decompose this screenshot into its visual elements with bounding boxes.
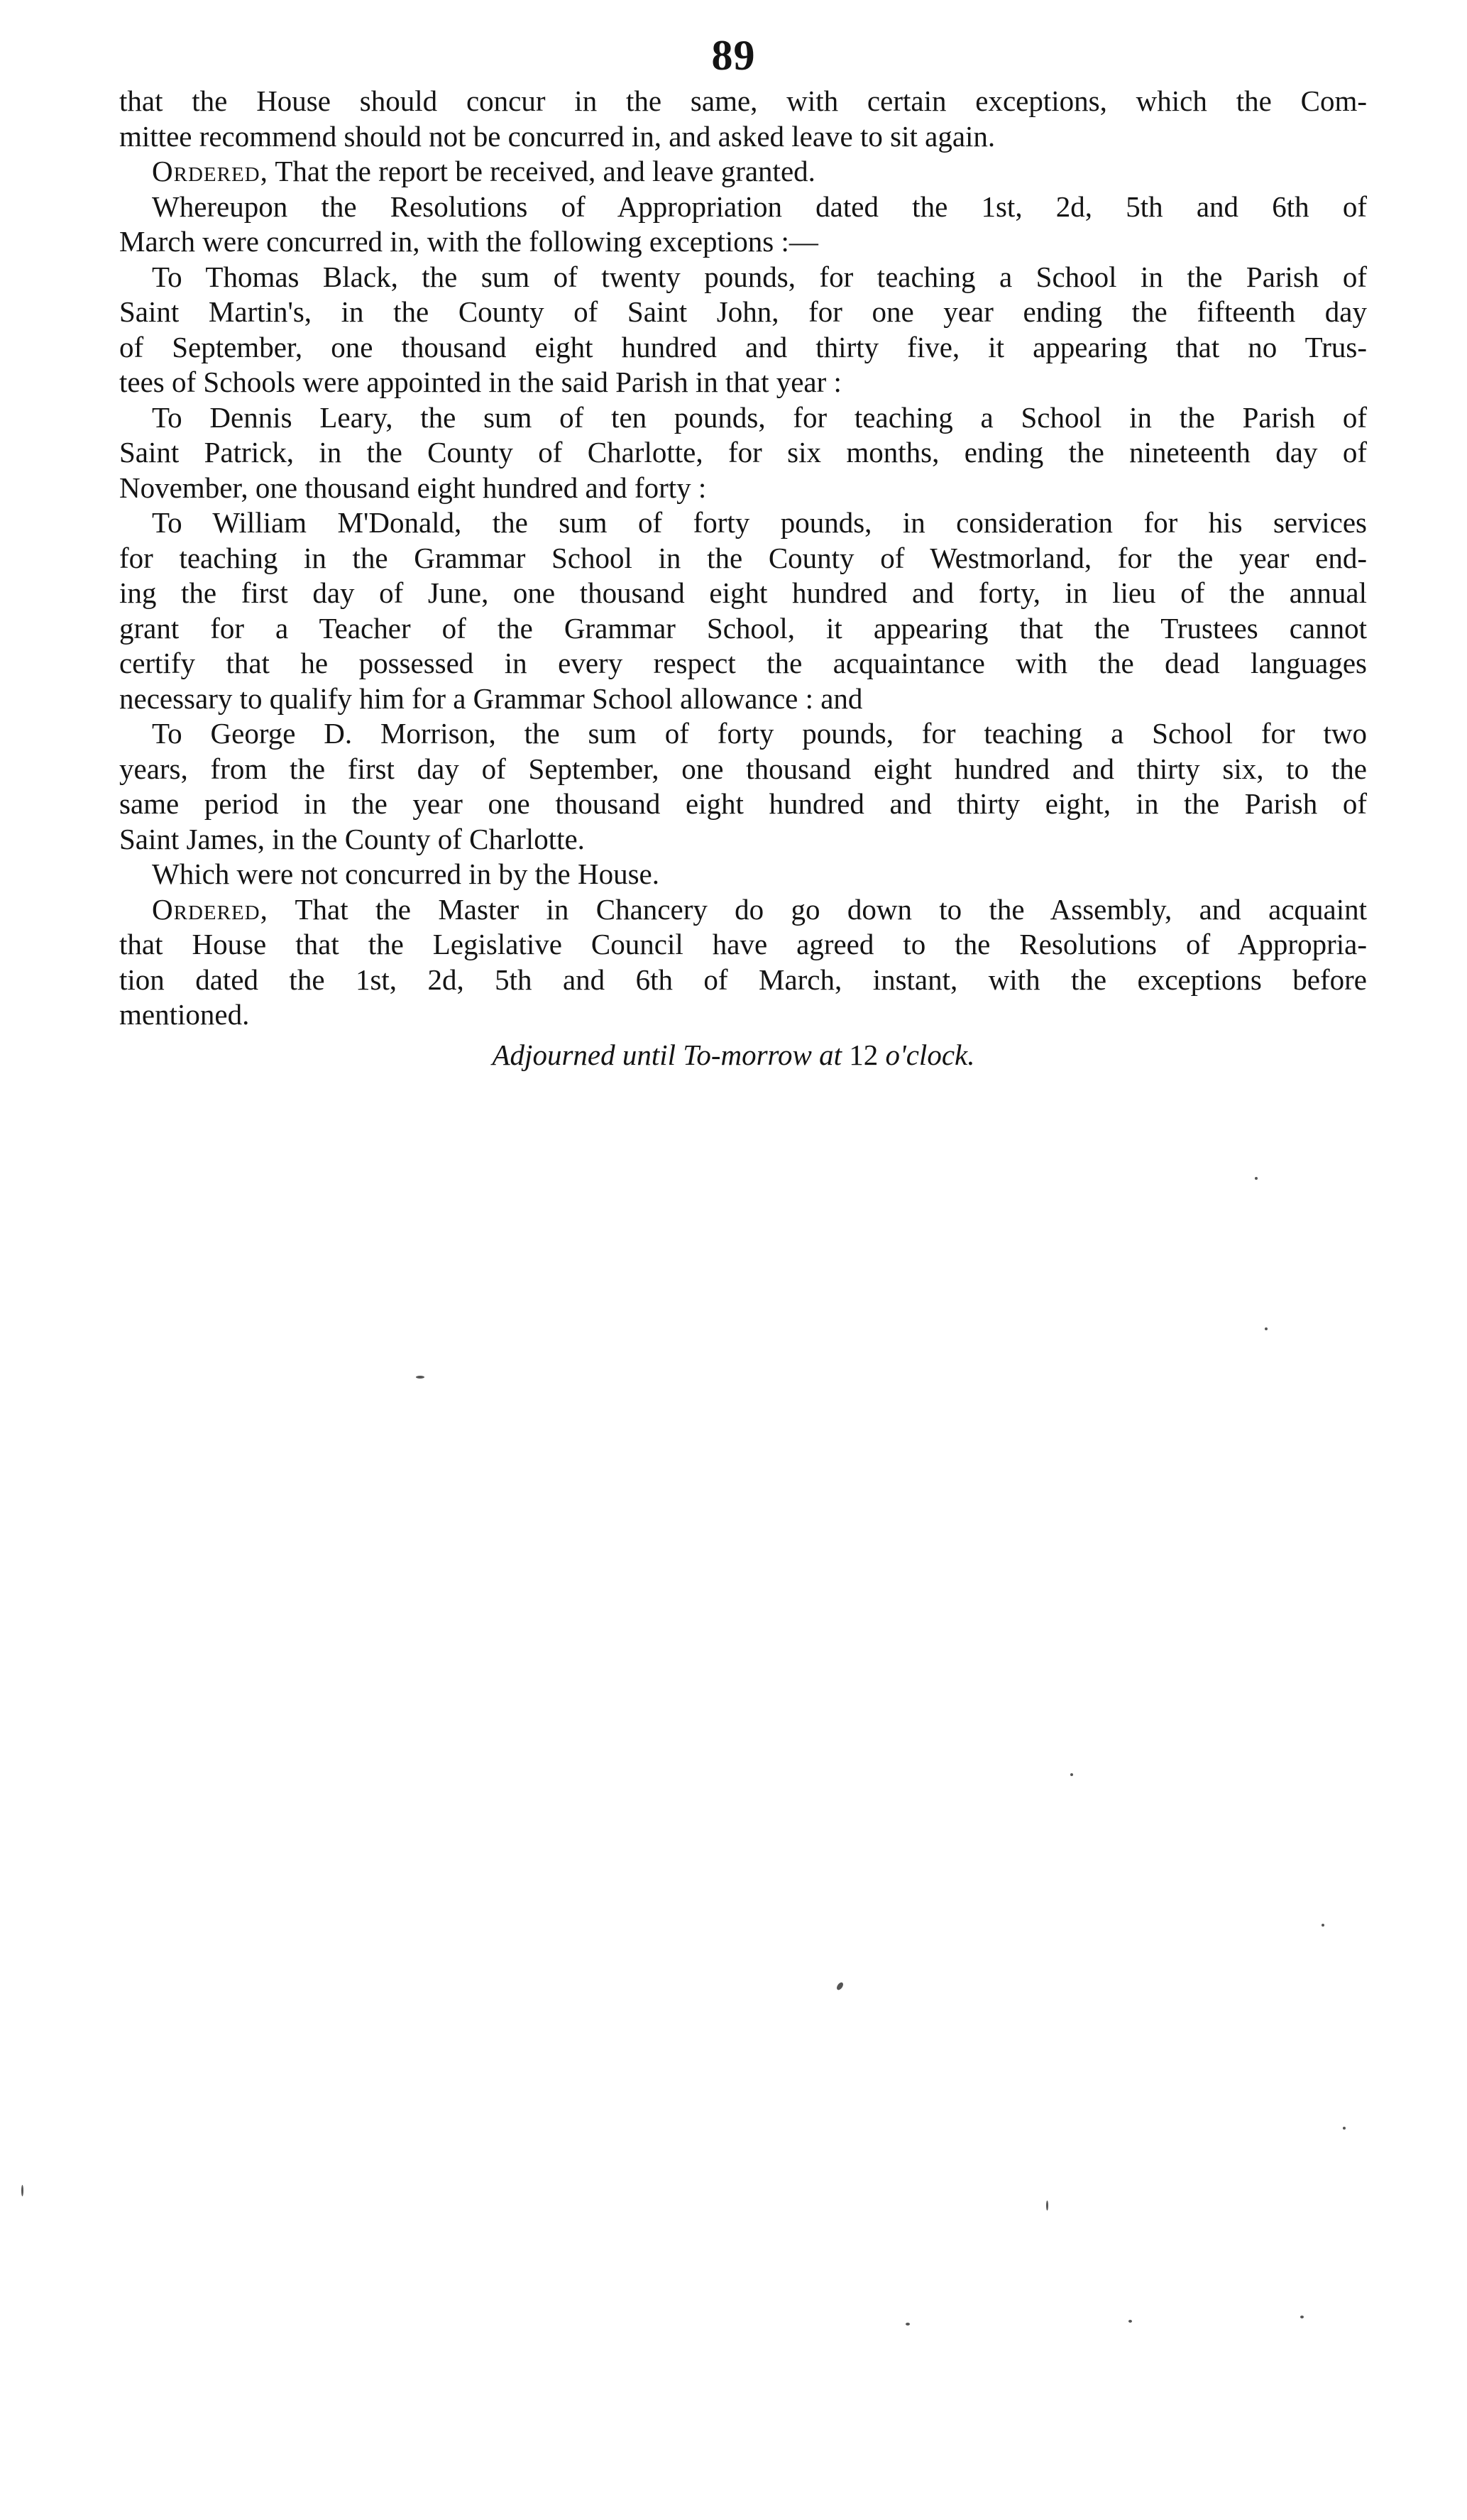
- page-number: 89: [711, 32, 756, 79]
- paragraph-not-concurred: [119, 857, 1367, 892]
- text-line: same period in the year one thousand eight hundred and thirty eight, in the Parish of: [119, 787, 1367, 820]
- scan-speck: [835, 1981, 845, 1991]
- scan-speck: [1070, 1773, 1073, 1776]
- scan-speck: [1255, 1177, 1258, 1180]
- ordered-label: Ordered,: [152, 155, 268, 187]
- text-line: mentioned.: [119, 998, 250, 1031]
- scan-speck: [1343, 2127, 1346, 2130]
- text-line: mittee recommend should not be concurred in, and asked leave to sit again.: [119, 119, 996, 153]
- text-line: ing the first day of June, one thousand eight hundred and forty, in lieu of the annual: [119, 576, 1367, 609]
- text-line: Saint Patrick, in the County of Charlotte, for six months, ending the nineteenth day of: [119, 436, 1367, 469]
- adjournment-line: [0, 1038, 1467, 1072]
- paragraph-william-mdonald: [119, 505, 1367, 716]
- text-line: necessary to qualify him for a Grammar School allowance : and: [119, 681, 863, 715]
- text-line: tees of Schools were appointed in the said Parish in that year :: [119, 366, 842, 398]
- text-line: To George D. Morrison, the sum of forty pounds, for teaching a School for two: [152, 717, 1367, 750]
- text-line: Saint James, in the County of Charlotte.: [119, 822, 585, 855]
- text-line: Which were not concurred in by the House.: [152, 858, 659, 890]
- scan-speck: [1300, 2316, 1304, 2318]
- text-run: That the Master in Chancery do go down to the Assembly, and acquaint: [295, 892, 1367, 926]
- text-line: [119, 154, 1367, 190]
- text-line: years, from the first day of September, one thousand eight hundred and thirty six, to the: [119, 752, 1367, 785]
- paragraph-george-morrison: [119, 716, 1367, 857]
- paragraph-dennis-leary: [119, 400, 1367, 506]
- paragraph-ordered-master: [119, 892, 1367, 1033]
- text-line: To Dennis Leary, the sum of ten pounds, for teaching a School in the Parish of: [152, 400, 1367, 434]
- text-line: [119, 892, 1367, 928]
- text-line: tion dated the 1st, 2d, 5th and 6th of March, instant, with the exceptions before: [119, 963, 1367, 996]
- paragraph-ordered-report: [119, 154, 1367, 190]
- ordered-label: Ordered,: [152, 892, 268, 926]
- text-line: March were concurred in, with the following exceptions :—: [119, 225, 818, 258]
- text-line: Saint Martin's, in the County of Saint John, for one year ending the fifteenth day: [119, 295, 1367, 328]
- scan-speck: [416, 1376, 424, 1379]
- scan-speck: [1128, 2320, 1132, 2323]
- text-line: To Thomas Black, the sum of twenty pounds, for teaching a School in the Parish of: [152, 260, 1367, 293]
- scan-speck: [21, 2185, 23, 2196]
- adjournment-end: o'clock.: [885, 1039, 975, 1071]
- text-line: Whereupon the Resolutions of Appropriation dated the 1st, 2d, 5th and 6th of: [152, 190, 1367, 223]
- text-line: To William M'Donald, the sum of forty pounds, in consideration for his services: [152, 506, 1367, 539]
- scan-speck: [1322, 1924, 1324, 1927]
- text-line: grant for a Teacher of the Grammar School, it appearing that the Trustees cannot: [119, 611, 1367, 645]
- text-run: That the report be received, and leave granted.: [275, 155, 815, 187]
- scan-speck: [906, 2323, 910, 2325]
- scan-speck: [1046, 2201, 1048, 2211]
- text-line: for teaching in the Grammar School in the County of Westmorland, for the year end-: [119, 541, 1367, 574]
- text-line: that the House should concur in the same, with certain exceptions, which the Com-: [119, 84, 1367, 117]
- paragraph-thomas-black: [119, 260, 1367, 400]
- journal-text: [119, 84, 1367, 1033]
- paragraph-report: [119, 84, 1367, 154]
- text-line: that House that the Legislative Council have agreed to the Resolutions of Appropria-: [119, 928, 1367, 960]
- adjournment-time: 12: [849, 1039, 879, 1071]
- adjournment-text: Adjourned until To-morrow at: [492, 1039, 842, 1071]
- text-line: of September, one thousand eight hundred and thirty five, it appearing that no Trus-: [119, 330, 1367, 363]
- paragraph-whereupon: [119, 190, 1367, 260]
- text-line: November, one thousand eight hundred and forty :: [119, 471, 707, 504]
- scan-speck: [1265, 1327, 1268, 1330]
- text-line: certify that he possessed in every respect the acquaintance with the dead languages: [119, 647, 1367, 679]
